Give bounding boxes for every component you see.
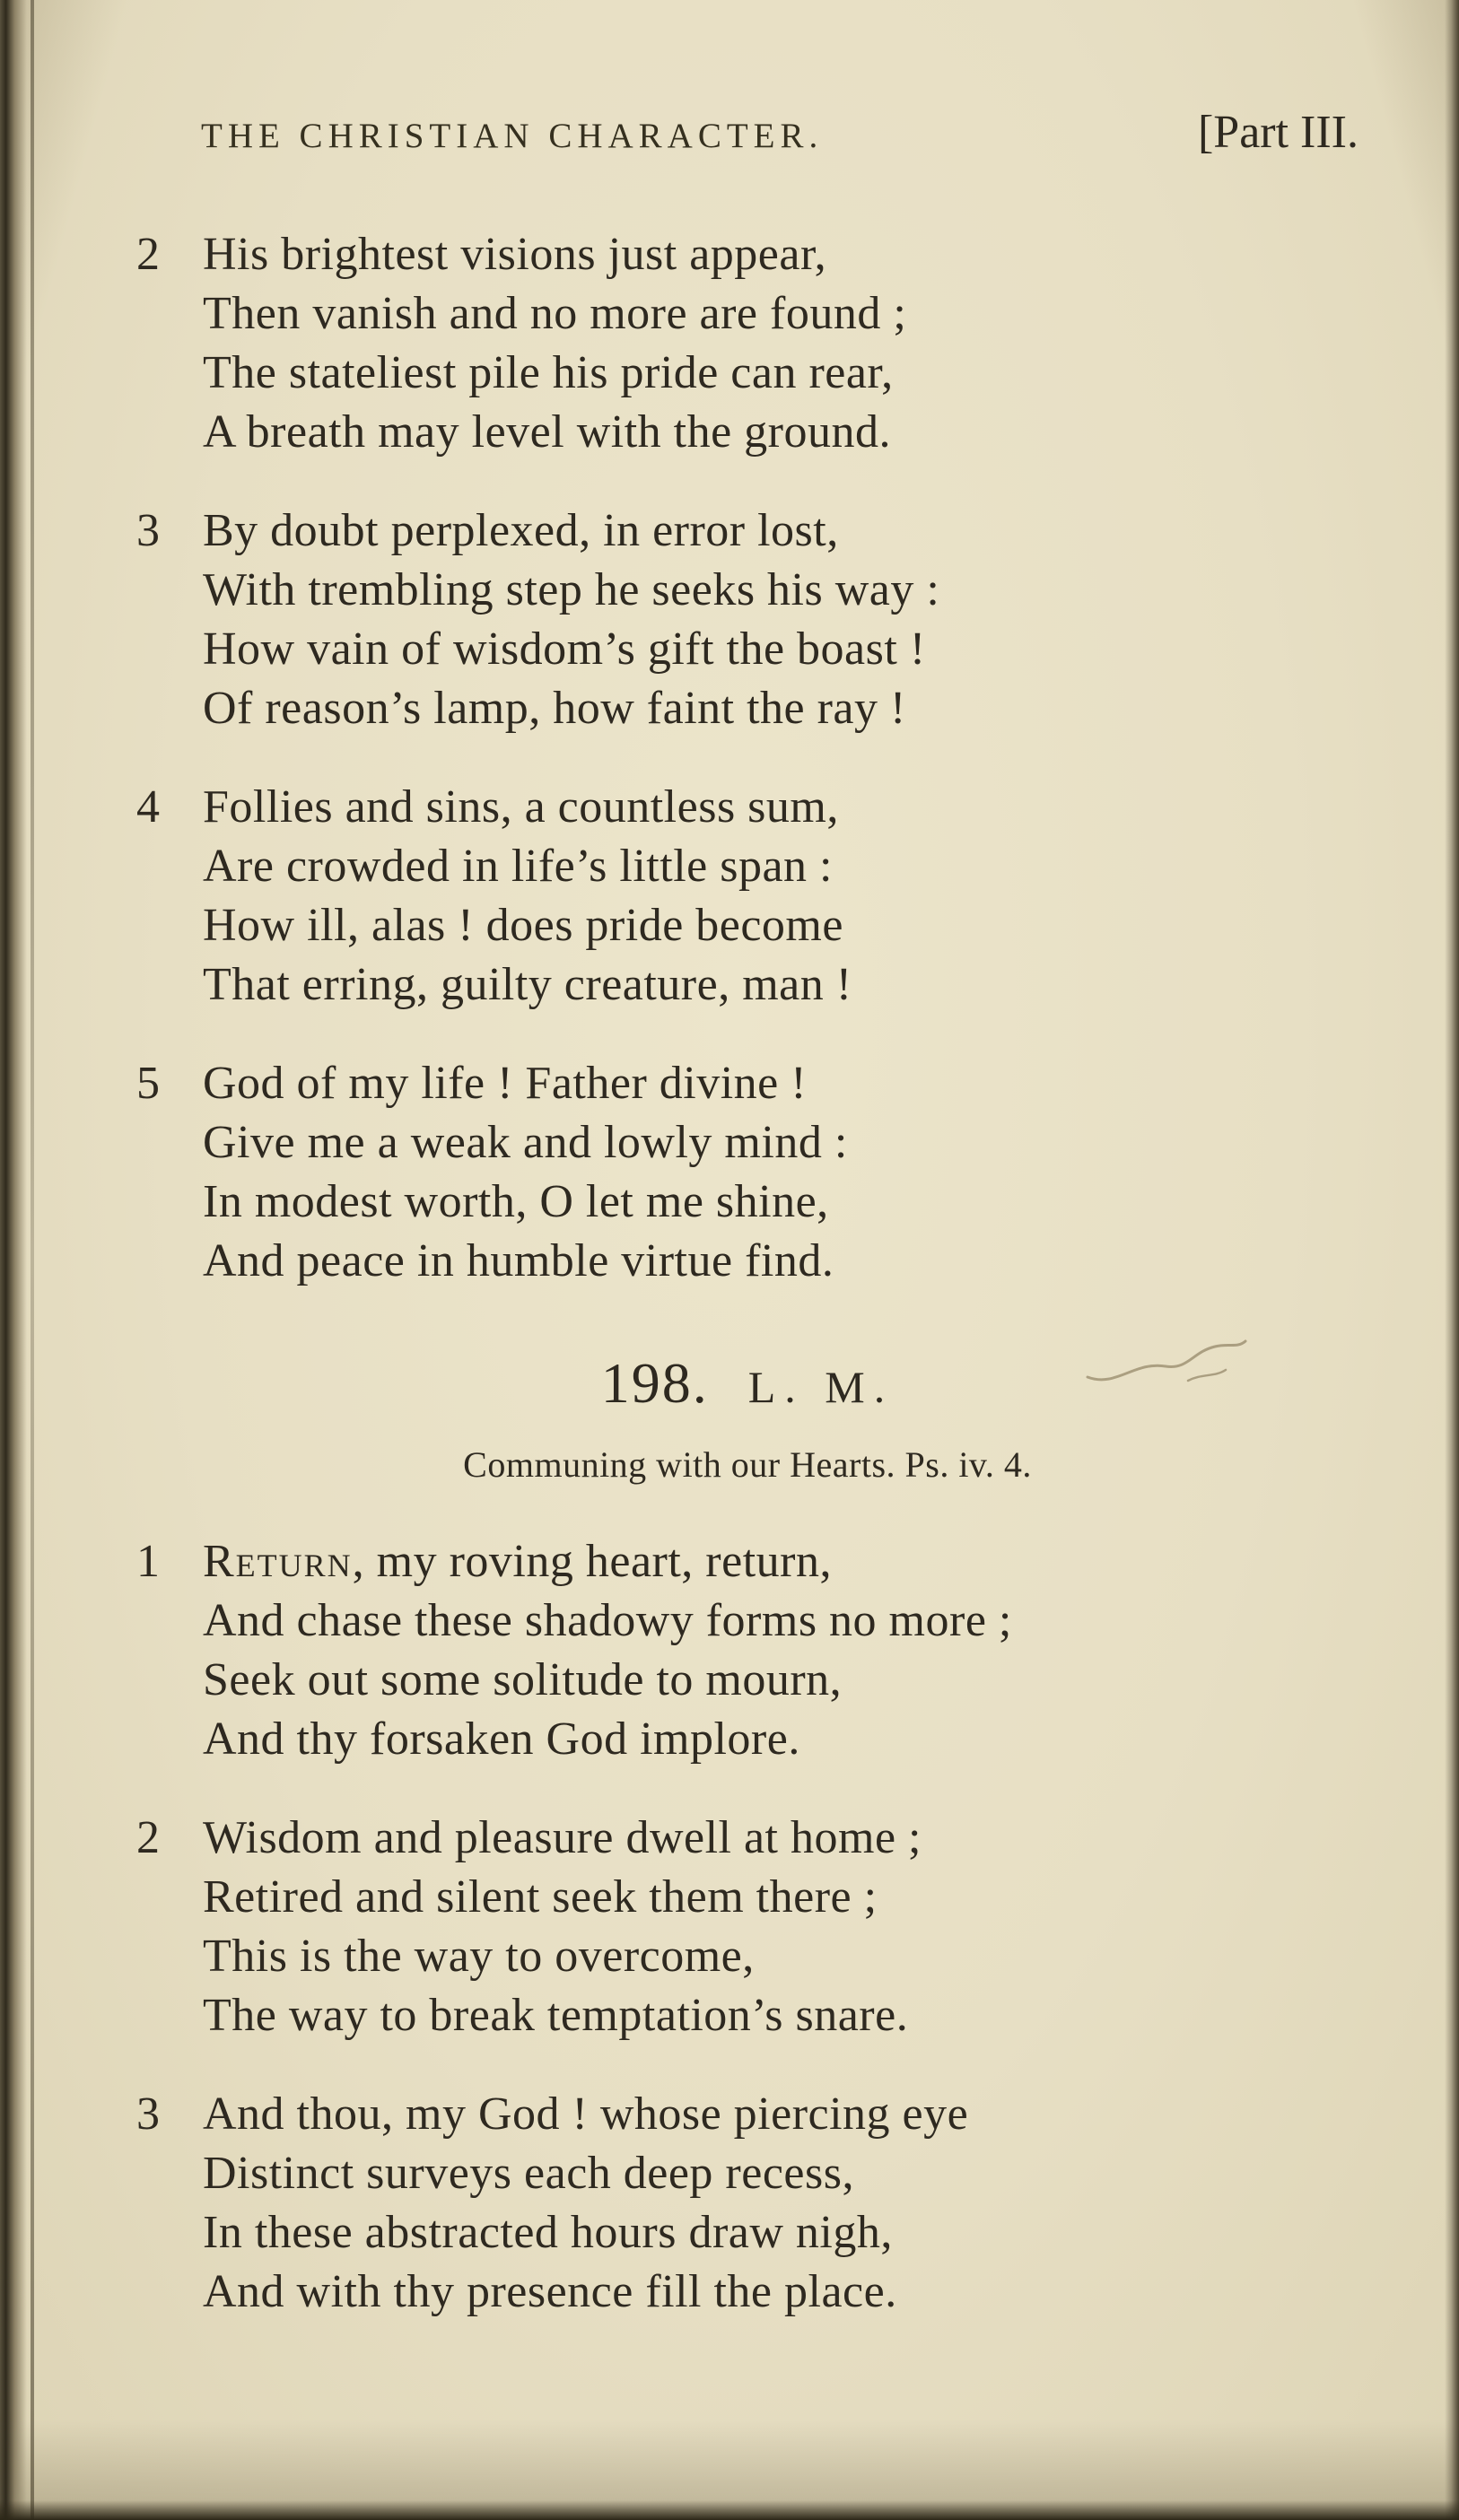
hymn-subtitle: Communing with our Hearts. Ps. iv. 4. bbox=[463, 1444, 1032, 1485]
verse-line: Of reason’s lamp, how faint the ray ! bbox=[203, 683, 906, 734]
stanza bbox=[136, 1532, 1359, 1769]
page-bottom-edge bbox=[0, 2500, 1459, 2520]
stanza bbox=[136, 2085, 1359, 2322]
stanza-number: 4 bbox=[136, 781, 160, 833]
running-header bbox=[136, 106, 1359, 159]
stanza-number: 3 bbox=[136, 505, 160, 556]
part-label: [Part III. bbox=[1197, 107, 1359, 158]
stanza-number: 3 bbox=[136, 2088, 160, 2140]
handwriting-mark bbox=[1080, 1325, 1251, 1397]
verse-line: The way to break temptation’s snare. bbox=[203, 1990, 909, 2041]
stanza bbox=[136, 1054, 1359, 1291]
hymn-heading bbox=[136, 1350, 1359, 1417]
verse-line: Wisdom and pleasure dwell at home ; bbox=[203, 1812, 922, 1863]
verse-line: In modest worth, O let me shine, bbox=[203, 1176, 829, 1227]
page-title: THE CHRISTIAN CHARACTER. bbox=[201, 117, 824, 155]
verse-line: Give me a weak and lowly mind : bbox=[203, 1117, 848, 1168]
verse-line: And with thy presence fill the place. bbox=[203, 2266, 897, 2317]
verse-line: A breath may level with the ground. bbox=[203, 406, 891, 458]
verse-line: The stateliest pile his pride can rear, bbox=[203, 347, 894, 398]
verse-line: And thou, my God ! whose piercing eye bbox=[203, 2088, 969, 2140]
verse-line: Are crowded in life’s little span : bbox=[203, 841, 833, 892]
verse-line: God of my life ! Father divine ! bbox=[203, 1058, 808, 1109]
verse-line: How ill, alas ! does pride become bbox=[203, 900, 843, 951]
verse-line: And thy forsaken God implore. bbox=[203, 1713, 800, 1765]
hymn-number: 198. bbox=[600, 1351, 709, 1415]
verse-line-rest: , my roving heart, return, bbox=[352, 1536, 832, 1587]
stanza-number: 5 bbox=[136, 1058, 160, 1109]
verse-line: Follies and sins, a countless sum, bbox=[203, 781, 839, 833]
verse-line: And peace in humble virtue find. bbox=[203, 1235, 834, 1286]
stanza bbox=[136, 225, 1359, 462]
verse-line: Distinct surveys each deep recess, bbox=[203, 2148, 854, 2199]
verse-line: With trembling step he seeks his way : bbox=[203, 564, 940, 615]
stanza bbox=[136, 1809, 1359, 2045]
verse-line: Retired and silent seek them there ; bbox=[203, 1871, 878, 1923]
stanza-number: 2 bbox=[136, 229, 160, 280]
verse-line: Seek out some solitude to mourn, bbox=[203, 1654, 843, 1705]
verse-line: And chase these shadowy forms no more ; bbox=[203, 1595, 1012, 1646]
stanza bbox=[136, 501, 1359, 738]
verse-line: This is the way to overcome, bbox=[203, 1931, 755, 1982]
stanza-number: 1 bbox=[136, 1536, 160, 1587]
stanza-number: 2 bbox=[136, 1812, 160, 1863]
verse-line: By doubt perplexed, in error lost, bbox=[203, 505, 839, 556]
hymn-meter: L. M. bbox=[747, 1362, 895, 1412]
verse-line bbox=[203, 1532, 1012, 1591]
stanza bbox=[136, 778, 1359, 1015]
verse-line: How vain of wisdom’s gift the boast ! bbox=[203, 623, 926, 675]
verse-line: In these abstracted hours draw nigh, bbox=[203, 2207, 893, 2258]
verse-line: That erring, guilty creature, man ! bbox=[203, 959, 852, 1010]
verse-line: His brightest visions just appear, bbox=[203, 229, 827, 280]
verse-line: Then vanish and no more are found ; bbox=[203, 288, 907, 339]
lead-word: Return bbox=[203, 1536, 353, 1587]
